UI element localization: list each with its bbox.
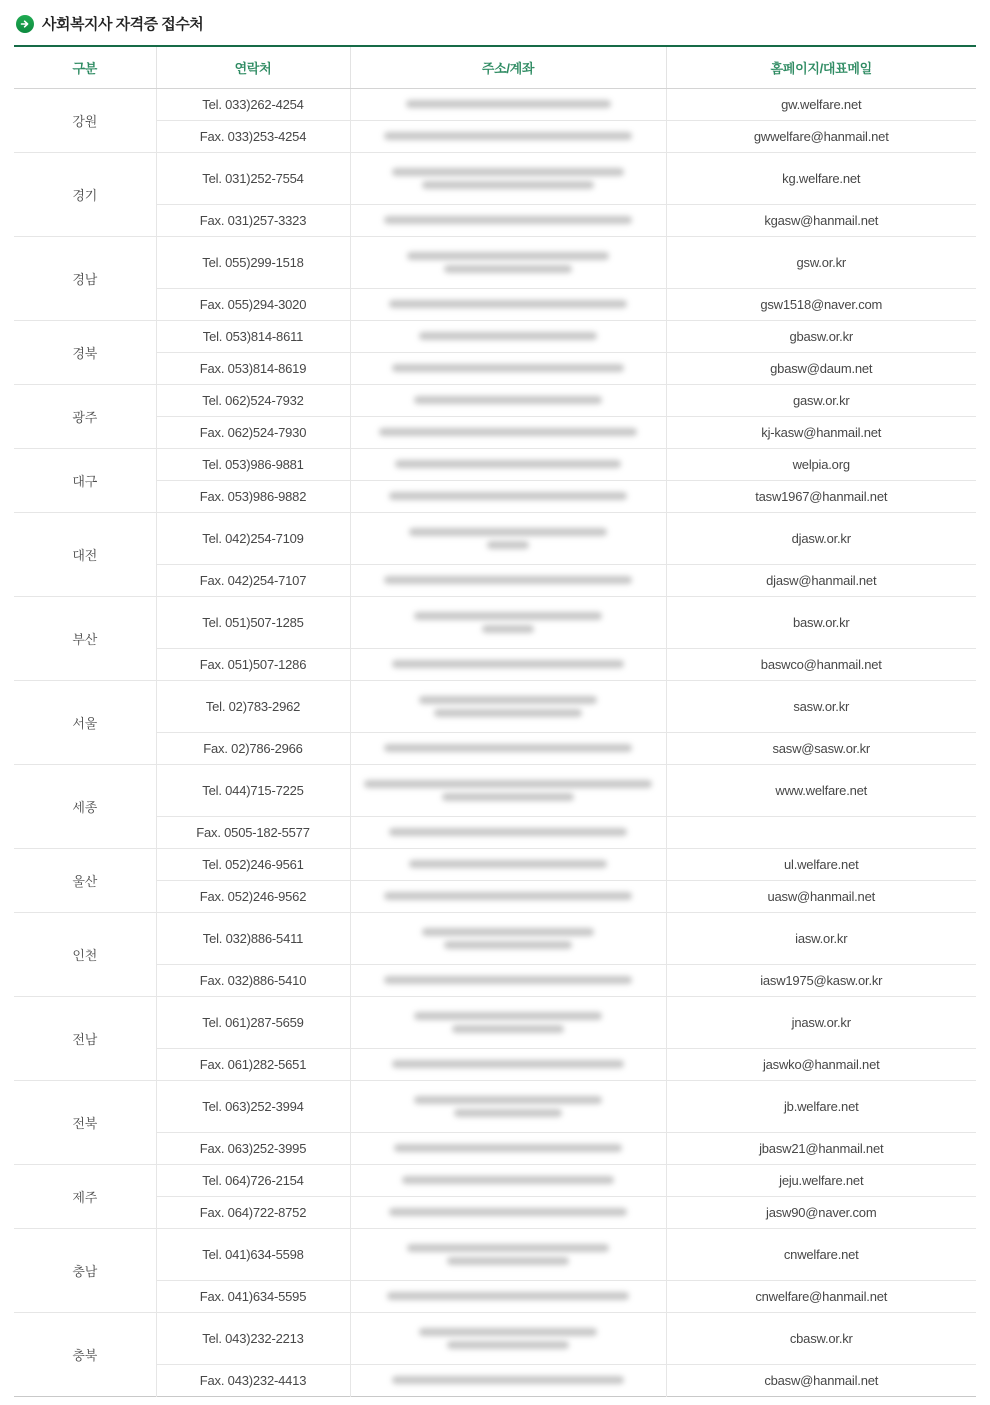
- table-row: [14, 204, 976, 236]
- email-text: tasw1967@hanmail.net: [666, 480, 976, 512]
- blurred-text-line: [402, 1176, 614, 1184]
- homepage-text: [666, 816, 976, 848]
- address-blurred: [350, 1280, 666, 1312]
- contact-tel: Tel. 043)232-2213: [156, 1312, 350, 1364]
- column-header-3: 홈페이지/대표메일: [666, 46, 976, 88]
- email-text: cbasw@hanmail.net: [666, 1364, 976, 1396]
- address-blurred: [350, 1048, 666, 1080]
- region-name: 세종: [14, 764, 156, 848]
- blurred-text-line: [452, 1025, 564, 1033]
- contact-tel: Tel. 033)262-4254: [156, 88, 350, 120]
- contact-fax: Fax. 053)986-9882: [156, 480, 350, 512]
- contact-tel: Tel. 064)726-2154: [156, 1164, 350, 1196]
- homepage-text: cbasw.or.kr: [666, 1312, 976, 1364]
- blurred-text-line: [419, 1328, 597, 1336]
- address-blurred: [350, 964, 666, 996]
- contact-tel: Tel. 042)254-7109: [156, 512, 350, 564]
- table-row: [14, 680, 976, 732]
- table-row: [14, 1312, 976, 1364]
- region-name: 제주: [14, 1164, 156, 1228]
- contact-tel: Tel. 055)299-1518: [156, 236, 350, 288]
- table-header-row: [14, 46, 976, 88]
- blurred-text-line: [447, 1341, 569, 1349]
- blurred-text-line: [442, 793, 574, 801]
- homepage-text: welpia.org: [666, 448, 976, 480]
- table-row: [14, 512, 976, 564]
- blurred-text-line: [392, 1060, 624, 1068]
- contact-fax: Fax. 063)252-3995: [156, 1132, 350, 1164]
- contact-fax: Fax. 031)257-3323: [156, 204, 350, 236]
- email-text: jaswko@hanmail.net: [666, 1048, 976, 1080]
- contact-fax: Fax. 033)253-4254: [156, 120, 350, 152]
- email-text: djasw@hanmail.net: [666, 564, 976, 596]
- email-text: jbasw21@hanmail.net: [666, 1132, 976, 1164]
- homepage-text: ul.welfare.net: [666, 848, 976, 880]
- table-row: [14, 416, 976, 448]
- homepage-text: gw.welfare.net: [666, 88, 976, 120]
- blurred-text-line: [394, 1144, 622, 1152]
- address-blurred: [350, 764, 666, 816]
- email-text: gbasw@daum.net: [666, 352, 976, 384]
- contact-tel: Tel. 062)524-7932: [156, 384, 350, 416]
- blurred-text-line: [487, 541, 529, 549]
- contact-tel: Tel. 061)287-5659: [156, 996, 350, 1048]
- page-title: 사회복지사 자격증 접수처: [42, 16, 204, 33]
- region-name: 경남: [14, 236, 156, 320]
- blurred-text-line: [392, 1376, 624, 1384]
- table-row: [14, 816, 976, 848]
- table-row: [14, 1196, 976, 1228]
- contact-fax: Fax. 052)246-9562: [156, 880, 350, 912]
- address-blurred: [350, 880, 666, 912]
- blurred-text-line: [387, 1292, 629, 1300]
- contact-fax: Fax. 041)634-5595: [156, 1280, 350, 1312]
- region-name: 전남: [14, 996, 156, 1080]
- address-blurred: [350, 1132, 666, 1164]
- address-blurred: [350, 416, 666, 448]
- table-header: [14, 46, 976, 88]
- table-row: [14, 120, 976, 152]
- blurred-text-line: [379, 428, 637, 436]
- blurred-text-line: [414, 612, 602, 620]
- email-text: baswco@hanmail.net: [666, 648, 976, 680]
- blurred-text-line: [422, 181, 594, 189]
- address-blurred: [350, 352, 666, 384]
- table-row: [14, 1164, 976, 1196]
- address-blurred: [350, 88, 666, 120]
- address-blurred: [350, 320, 666, 352]
- contact-fax: Fax. 061)282-5651: [156, 1048, 350, 1080]
- address-blurred: [350, 480, 666, 512]
- region-name: 전북: [14, 1080, 156, 1164]
- address-blurred: [350, 120, 666, 152]
- homepage-text: gsw.or.kr: [666, 236, 976, 288]
- region-name: 부산: [14, 596, 156, 680]
- homepage-text: djasw.or.kr: [666, 512, 976, 564]
- address-blurred: [350, 512, 666, 564]
- contact-tel: Tel. 02)783-2962: [156, 680, 350, 732]
- address-blurred: [350, 236, 666, 288]
- homepage-text: jeju.welfare.net: [666, 1164, 976, 1196]
- email-text: kj-kasw@hanmail.net: [666, 416, 976, 448]
- address-blurred: [350, 564, 666, 596]
- blurred-text-line: [392, 660, 624, 668]
- blurred-text-line: [384, 216, 632, 224]
- email-text: uasw@hanmail.net: [666, 880, 976, 912]
- blurred-text-line: [419, 332, 597, 340]
- blurred-text-line: [407, 1244, 609, 1252]
- address-blurred: [350, 288, 666, 320]
- contact-fax: Fax. 032)886-5410: [156, 964, 350, 996]
- column-header-0: 구분: [14, 46, 156, 88]
- table-row: [14, 848, 976, 880]
- address-blurred: [350, 648, 666, 680]
- address-blurred: [350, 1196, 666, 1228]
- contact-tel: Tel. 044)715-7225: [156, 764, 350, 816]
- blurred-text-line: [422, 928, 594, 936]
- table-row: [14, 384, 976, 416]
- contact-tel: Tel. 053)986-9881: [156, 448, 350, 480]
- email-text: gsw1518@naver.com: [666, 288, 976, 320]
- blurred-text-line: [407, 252, 609, 260]
- contact-tel: Tel. 031)252-7554: [156, 152, 350, 204]
- homepage-text: basw.or.kr: [666, 596, 976, 648]
- reception-offices-table: [14, 45, 976, 1397]
- address-blurred: [350, 1364, 666, 1396]
- table-row: [14, 764, 976, 816]
- region-name: 인천: [14, 912, 156, 996]
- column-header-2: 주소/계좌: [350, 46, 666, 88]
- table-row: [14, 152, 976, 204]
- address-blurred: [350, 1080, 666, 1132]
- blurred-text-line: [414, 396, 602, 404]
- table-row: [14, 648, 976, 680]
- contact-fax: Fax. 043)232-4413: [156, 1364, 350, 1396]
- contact-tel: Tel. 032)886-5411: [156, 912, 350, 964]
- address-blurred: [350, 1164, 666, 1196]
- address-blurred: [350, 204, 666, 236]
- contact-tel: Tel. 053)814-8611: [156, 320, 350, 352]
- blurred-text-line: [406, 100, 611, 108]
- table-row: [14, 236, 976, 288]
- region-name: 대구: [14, 448, 156, 512]
- address-blurred: [350, 596, 666, 648]
- blurred-text-line: [447, 1257, 569, 1265]
- homepage-text: jb.welfare.net: [666, 1080, 976, 1132]
- contact-fax: Fax. 042)254-7107: [156, 564, 350, 596]
- contact-tel: Tel. 052)246-9561: [156, 848, 350, 880]
- blurred-text-line: [482, 625, 534, 633]
- table-row: [14, 1048, 976, 1080]
- homepage-text: gbasw.or.kr: [666, 320, 976, 352]
- address-blurred: [350, 912, 666, 964]
- contact-tel: Tel. 041)634-5598: [156, 1228, 350, 1280]
- contact-tel: Tel. 051)507-1285: [156, 596, 350, 648]
- region-name: 경북: [14, 320, 156, 384]
- blurred-text-line: [454, 1109, 562, 1117]
- table-body: [14, 88, 976, 1396]
- blurred-text-line: [414, 1012, 602, 1020]
- homepage-text: www.welfare.net: [666, 764, 976, 816]
- table-row: [14, 564, 976, 596]
- region-name: 서울: [14, 680, 156, 764]
- blurred-text-line: [389, 828, 627, 836]
- contact-fax: Fax. 064)722-8752: [156, 1196, 350, 1228]
- blurred-text-line: [384, 892, 632, 900]
- blurred-text-line: [389, 300, 627, 308]
- address-blurred: [350, 732, 666, 764]
- blurred-text-line: [384, 132, 632, 140]
- table-row: [14, 880, 976, 912]
- table-row: [14, 596, 976, 648]
- table-row: [14, 964, 976, 996]
- blurred-text-line: [444, 941, 572, 949]
- address-blurred: [350, 1228, 666, 1280]
- email-text: jasw90@naver.com: [666, 1196, 976, 1228]
- blurred-text-line: [409, 860, 607, 868]
- table-row: [14, 912, 976, 964]
- blurred-text-line: [419, 696, 597, 704]
- region-name: 대전: [14, 512, 156, 596]
- address-blurred: [350, 384, 666, 416]
- blurred-text-line: [389, 492, 627, 500]
- blurred-text-line: [409, 528, 607, 536]
- blurred-text-line: [364, 780, 652, 788]
- region-name: 충북: [14, 1312, 156, 1396]
- blurred-text-line: [392, 168, 624, 176]
- section-title-bar: [16, 13, 976, 34]
- table-row: [14, 480, 976, 512]
- contact-tel: Tel. 063)252-3994: [156, 1080, 350, 1132]
- contact-fax: Fax. 055)294-3020: [156, 288, 350, 320]
- homepage-text: jnasw.or.kr: [666, 996, 976, 1048]
- blurred-text-line: [395, 460, 621, 468]
- email-text: sasw@sasw.or.kr: [666, 732, 976, 764]
- address-blurred: [350, 152, 666, 204]
- arrow-right-circle-icon: [16, 15, 34, 33]
- blurred-text-line: [384, 976, 632, 984]
- blurred-text-line: [392, 364, 624, 372]
- homepage-text: cnwelfare.net: [666, 1228, 976, 1280]
- contact-fax: Fax. 0505-182-5577: [156, 816, 350, 848]
- table-row: [14, 288, 976, 320]
- homepage-text: gasw.or.kr: [666, 384, 976, 416]
- region-name: 경기: [14, 152, 156, 236]
- blurred-text-line: [384, 576, 632, 584]
- table-row: [14, 1080, 976, 1132]
- address-blurred: [350, 448, 666, 480]
- region-name: 충남: [14, 1228, 156, 1312]
- email-text: kgasw@hanmail.net: [666, 204, 976, 236]
- table-row: [14, 732, 976, 764]
- blurred-text-line: [414, 1096, 602, 1104]
- column-header-1: 연락처: [156, 46, 350, 88]
- table-row: [14, 1228, 976, 1280]
- region-name: 울산: [14, 848, 156, 912]
- blurred-text-line: [384, 744, 632, 752]
- table-row: [14, 1364, 976, 1396]
- address-blurred: [350, 680, 666, 732]
- email-text: gwwelfare@hanmail.net: [666, 120, 976, 152]
- table-row: [14, 448, 976, 480]
- address-blurred: [350, 816, 666, 848]
- homepage-text: sasw.or.kr: [666, 680, 976, 732]
- contact-fax: Fax. 053)814-8619: [156, 352, 350, 384]
- homepage-text: iasw.or.kr: [666, 912, 976, 964]
- email-text: cnwelfare@hanmail.net: [666, 1280, 976, 1312]
- table-row: [14, 1280, 976, 1312]
- blurred-text-line: [444, 265, 572, 273]
- table-row: [14, 88, 976, 120]
- homepage-text: kg.welfare.net: [666, 152, 976, 204]
- email-text: iasw1975@kasw.or.kr: [666, 964, 976, 996]
- contact-fax: Fax. 051)507-1286: [156, 648, 350, 680]
- contact-fax: Fax. 02)786-2966: [156, 732, 350, 764]
- table-row: [14, 320, 976, 352]
- blurred-text-line: [434, 709, 582, 717]
- table-row: [14, 352, 976, 384]
- address-blurred: [350, 848, 666, 880]
- address-blurred: [350, 1312, 666, 1364]
- address-blurred: [350, 996, 666, 1048]
- region-name: 광주: [14, 384, 156, 448]
- table-row: [14, 1132, 976, 1164]
- table-row: [14, 996, 976, 1048]
- blurred-text-line: [389, 1208, 627, 1216]
- contact-fax: Fax. 062)524-7930: [156, 416, 350, 448]
- region-name: 강원: [14, 88, 156, 152]
